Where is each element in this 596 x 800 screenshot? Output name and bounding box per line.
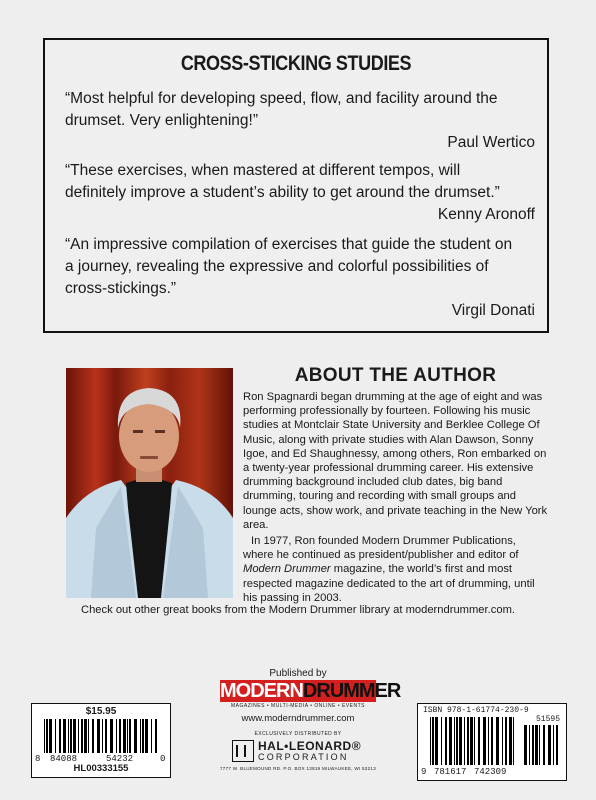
barcode-bar [445,717,447,765]
barcode-bar [92,719,94,753]
barcode-bar [509,717,512,765]
barcode-bar [59,719,61,753]
barcode-bar [119,719,121,753]
barcode-bar [140,719,141,753]
quote-text-line: definitely improve a student’s ability to get around the drumset.” [65,184,500,201]
barcode-bar [454,717,455,765]
addon-barcode-bars [524,725,560,765]
barcode-left-digits: 781617 [434,767,467,777]
isbn-barcode [417,703,567,781]
quote-author: Virgil Donati [451,302,535,319]
author-portrait-illustration [66,368,233,598]
quote-text-line: “These exercises, when mastered at different tempos, will [65,162,461,179]
logo-text-modern: MODERN [220,680,303,702]
bio-paragraph-1: Ron Spagnardi began drumming at the age of eight and was performing professionally by fourteen. Following his music studies at Montclair State University and Berklee College Of Music, along with private studies with Alan Dawson, Sonny Igoe, and Ed Shaughnessy, among others, Ron embarked on a twenty-year professional drumming career. His extensive drumming background included club dates, big band drumming, touring and recording with small groups and lounge acts, show work, and private teaching in the New York area. [243,391,548,531]
hal-leonard-logo [232,740,364,764]
barcode-bar [81,719,83,753]
barcode-bar [478,717,480,765]
barcode-bar [78,719,79,753]
barcode-bar [459,717,462,765]
barcode-bar [470,717,473,765]
quote-text-line: “An impressive compilation of exercises that guide the student on [65,236,513,253]
item-number: HL00333155 [73,763,129,774]
magazine-title: Modern Drummer [243,563,331,576]
bio-paragraph-2 [243,534,548,605]
barcode-bar [488,717,489,765]
logo-text-drummer: DRUMMER [302,680,401,702]
quote-author: Kenny Aronoff [437,206,535,223]
barcode-bar [456,717,458,765]
barcode-bar [127,719,128,753]
quote-text-line: a journey, revealing the expressive and colorful possibilities of [65,258,489,275]
author-photo [66,368,233,598]
publisher-url: www.moderndrummer.com [241,713,355,724]
barcode-bar [432,717,434,765]
barcode-bar [529,725,530,765]
barcode-bar [441,717,442,765]
barcode-bar [63,719,66,753]
modern-drummer-logo [220,680,401,702]
distribution-label: EXCLUSIVELY DISTRIBUTED BY [254,731,342,737]
barcode-bar [502,717,503,765]
barcode-bar [435,717,438,765]
quote-text-line: drumset. Very enlightening!” [65,112,258,129]
barcode-bar [496,717,499,765]
barcode-bar [46,719,48,753]
barcode-bar [142,719,144,753]
barcode-bar [430,717,431,765]
barcode-bar [97,719,100,753]
barcode-last-digit: 0 [160,754,166,764]
barcode-bar [556,725,558,765]
distributor-address: 7777 W. BLUEMOUND RD. P.O. BOX 13819 MILWAUKEE, WI 53213 [219,766,377,771]
quote-text-line: cross-stickings.” [65,280,177,297]
barcode-right-digits: 742309 [474,767,507,777]
bio-text: magazine, the world’s first and most respected magazine dedicated to the art of drumming, until his passing in 2003. [243,563,535,604]
price-label: $15.95 [85,706,117,717]
testimonials-title: CROSS-STICKING STUDIES [180,52,412,75]
barcode-bar [73,719,76,753]
price-barcode [31,703,171,778]
barcode-right-digits: 54232 [106,754,134,764]
barcode-bar [88,719,89,753]
barcode-bar [491,717,493,765]
barcode-bar [102,719,103,753]
barcode-bar [535,725,538,765]
barcode-bar [68,719,69,753]
barcode-bars [430,717,516,765]
barcode-bar [543,725,545,765]
barcode-bar [464,717,465,765]
barcode-bar [105,719,107,753]
distributor-name: HAL•LEONARD® [258,739,362,753]
addon-price-code: 51595 [535,715,560,724]
bio-text: In 1977, Ron founded Modern Drummer Publications, where he continued as president/publisher and editor of [243,535,519,562]
barcode-bar [467,717,469,765]
published-by-label: Published by [269,668,327,679]
isbn-label: ISBN 978-1-61774-230-9 [423,706,529,715]
barcode-bars [44,719,158,753]
barcode-bar [123,719,126,753]
barcode-bar [151,719,152,753]
barcode-bar [84,719,87,753]
logo-tagline: MAGAZINES • MULTI-MEDIA • ONLINE • EVENTS [230,703,365,709]
barcode-bar [553,725,554,765]
barcode-bar [483,717,486,765]
quote-2 [65,160,535,226]
barcode-bar [116,719,117,753]
barcode-bar [505,717,507,765]
distributor-corporation: CORPORATION [258,752,349,762]
barcode-bar [155,719,157,753]
barcode-bar [129,719,131,753]
barcode-bar [532,725,534,765]
barcode-bar [524,725,527,765]
barcode-bar [539,725,540,765]
quote-1 [65,88,535,154]
barcode-bar [474,717,475,765]
barcode-bar [70,719,72,753]
barcode-first-digit: 9 [421,767,427,777]
library-note: Check out other great books from the Modern Drummer library at moderndrummer.com. [81,604,515,616]
barcode-bar [449,717,452,765]
barcode-left-digits: 84088 [50,754,78,764]
barcode-bar [44,719,45,753]
barcode-bar [145,719,148,753]
about-author-heading: ABOUT THE AUTHOR [294,365,497,386]
barcode-bar [548,725,551,765]
author-bio [243,390,548,605]
quote-author: Paul Wertico [447,134,535,151]
barcode-bar [110,719,113,753]
testimonials-box [43,38,549,333]
barcode-bar [513,717,514,765]
barcode-bar [134,719,137,753]
barcode-bar [55,719,56,753]
quote-text-line: “Most helpful for developing speed, flow, and facility around the [65,90,498,107]
barcode-bar [49,719,52,753]
barcode-first-digit: 8 [35,754,41,764]
hal-leonard-mark-icon [232,740,254,762]
quote-3 [65,234,535,322]
